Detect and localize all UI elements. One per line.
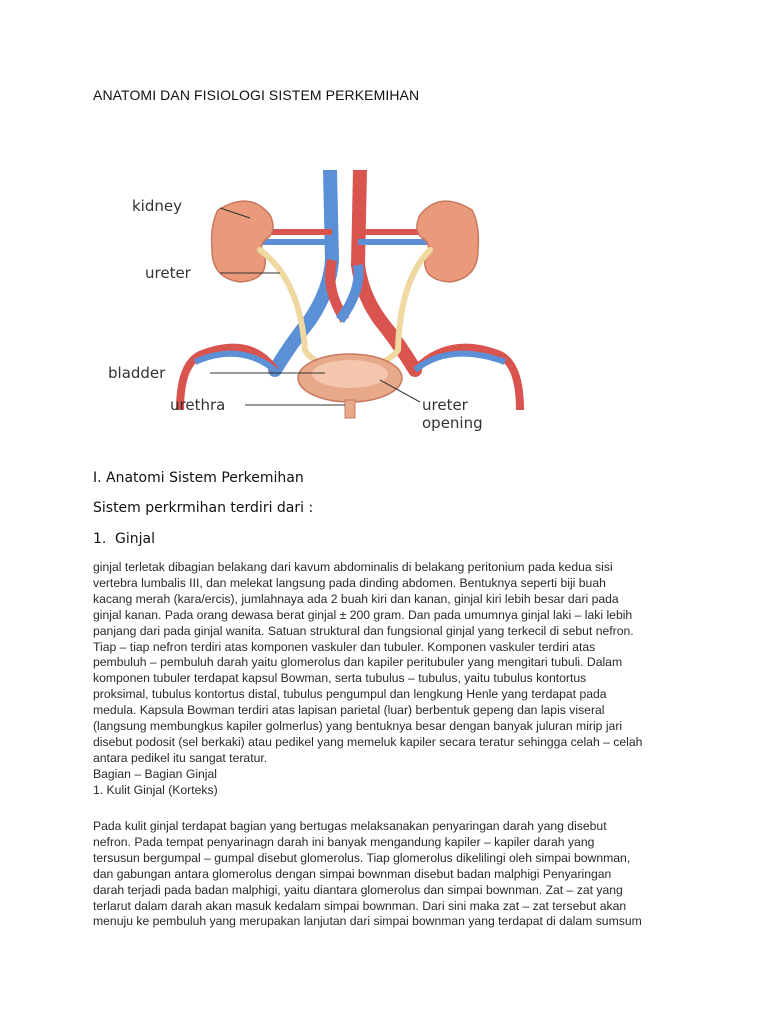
label-ureter-opening-2: opening bbox=[422, 414, 483, 432]
list-item-title: Ginjal bbox=[115, 531, 155, 547]
label-bladder: bladder bbox=[108, 364, 166, 382]
text-line: menuju ke pembuluh yang merupakan lanjutan dari simpai bownman yang terdapat di dalam sumsum bbox=[93, 914, 642, 929]
text-line: dan gabungan antara glomerolus dengan simpai bownman disebut badan malphigi Penyaringan bbox=[93, 866, 612, 881]
text-line: ginjal terletak dibagian belakang dari kavum abdominalis di belakang peritonium pada kedua sisi bbox=[93, 560, 613, 574]
paragraph-ginjal bbox=[93, 560, 693, 799]
text-line: proksimal, tubulus kontortus distal, tubulus pengumpul dan lengkung Henle yang terdapat pada bbox=[93, 687, 607, 702]
urinary-system-illustration bbox=[100, 170, 550, 440]
text-line: kacang merah (kara/ercis), jumlahnaya ada 2 buah kiri dan kanan, ginjal kiri lebih besar dari pada bbox=[93, 591, 619, 606]
section-heading: I. Anatomi Sistem Perkemihan bbox=[93, 470, 304, 486]
left-kidney bbox=[212, 201, 273, 282]
label-ureter: ureter bbox=[145, 264, 191, 282]
text-line: (langsung membungkus kapiler golmerlus) yang bentuknya besar dengan banyak juluran mirip jari bbox=[93, 719, 623, 734]
text-line: darah terjadi pada badan malphigi, yaitu diantara glomerolus dan simpai bownman. Zat – zat yang bbox=[93, 882, 623, 897]
text-line: tersusun bergumpal – gumpal disebut glomerolus. Tiap glomerolus dikelilingi oleh simpai bownman, bbox=[93, 850, 631, 865]
label-kidney: kidney bbox=[132, 197, 182, 215]
text-line: panjang dari pada ginjal wanita. Satuan struktural dan fungsional ginjal yang terkecil di sebut nefron. bbox=[93, 623, 634, 638]
text-line: pembuluh – pembuluh darah yaitu glomerolus dan kapiler peritubuler yang mengitari tubuli. Dalam bbox=[93, 655, 623, 670]
urinary-system-figure bbox=[100, 170, 550, 440]
text-line: medula. Kapsula Bowman terdiri atas lapisan parietal (luar) berbentuk gepeng dan lapis viseral bbox=[93, 703, 605, 718]
subsection-heading: Sistem perkrmihan terdiri dari : bbox=[93, 500, 314, 516]
paragraph-korteks bbox=[93, 819, 693, 930]
text-line: ginjal kanan. Pada orang dewasa berat ginjal ± 200 gram. Dan pada umumnya ginjal laki – laki lebih bbox=[93, 607, 633, 622]
text-line: vertebra lumbalis III, dan melekat langsung pada dinding abdomen. Bentuknya seperti biji buah bbox=[93, 575, 606, 590]
text-line: Tiap – tiap nefron terdiri atas komponen vaskuler dan tubuler. Komponen vaskuler terdiri atas bbox=[93, 639, 596, 654]
urethra-shape bbox=[345, 400, 355, 418]
list-number: 1. bbox=[93, 531, 107, 547]
list-item-heading bbox=[93, 531, 155, 547]
right-kidney bbox=[417, 201, 478, 282]
text-line: disebut podosit (sel berkaki) atau pedikel yang memeluk kapiler secara teratur sehingga celah – celah bbox=[93, 734, 643, 749]
text-line: antara pedikel itu sangat teratur. bbox=[93, 750, 268, 765]
text-line: Bagian – Bagian Ginjal bbox=[93, 766, 217, 781]
text-line: 1. Kulit Ginjal (Korteks) bbox=[93, 782, 218, 797]
text-line: komponen tubuler terdapat kapsul Bowman, serta tubulus – tubulus, yaitu tubulus kontortus bbox=[93, 671, 587, 686]
text-line: nefron. Pada tempat penyarinagn darah ini banyak mengandung kapiler – kapiler darah yang bbox=[93, 834, 595, 849]
label-urethra: urethra bbox=[170, 396, 226, 414]
label-ureter-opening-1: ureter bbox=[422, 396, 468, 414]
text-line: terlarut dalam darah akan masuk kedalam simpai bownman. Dari sini maka zat – zat tersebut akan bbox=[93, 898, 627, 913]
document-title: ANATOMI DAN FISIOLOGI SISTEM PERKEMIHAN bbox=[93, 87, 420, 103]
text-line: Pada kulit ginjal terdapat bagian yang bertugas melaksanakan penyaringan darah yang disebut bbox=[93, 819, 607, 833]
